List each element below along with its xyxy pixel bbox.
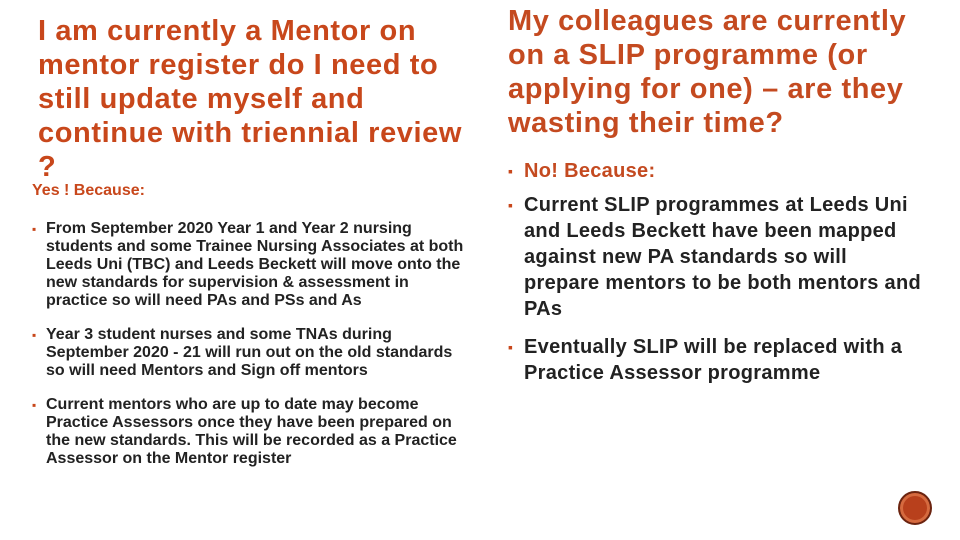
bullet-icon: ▪: [32, 328, 37, 342]
left-heading: I am currently a Mentor on mentor register do I need to still update myself and continue with triennial review ?: [38, 15, 463, 183]
bullet-icon: ▪: [508, 163, 514, 179]
list-item-text: Eventually SLIP will be replaced with a Practice Assessor programme: [524, 336, 903, 384]
list-item: [32, 326, 468, 380]
list-item-text: Year 3 student nurses and some TNAs during September 2020 - 21 will run out on the old standards so will need Mentors and Sign off mentors: [46, 326, 453, 379]
right-bullet-list: [508, 158, 928, 386]
list-item-text: No! Because:: [524, 160, 656, 182]
list-item: [32, 396, 468, 468]
left-bullet-list: [32, 220, 468, 468]
list-item-text: Current mentors who are up to date may become Practice Assessors once they have been prepared on the new standards. This will be recorded as a Practice Assessor on the Mentor register: [46, 396, 457, 467]
bullet-icon: ▪: [508, 339, 514, 355]
list-item: [508, 158, 928, 184]
right-heading: My colleagues are currently on a SLIP programme (or applying for one) – are they wasting their time?: [508, 5, 907, 139]
right-column: [508, 0, 928, 398]
list-item: [508, 334, 928, 386]
circle-badge-icon: [898, 491, 932, 525]
bullet-icon: ▪: [32, 222, 37, 236]
bullet-icon: ▪: [32, 398, 37, 412]
bullet-icon: ▪: [508, 197, 514, 213]
list-item: [32, 220, 468, 310]
list-item: [508, 192, 928, 322]
list-item-text: Current SLIP programmes at Leeds Uni and Leeds Beckett have been mapped against new PA standards so will prepare mentors to be both mentors and PAs: [524, 194, 922, 320]
list-item-text: From September 2020 Year 1 and Year 2 nursing students and some Trainee Nursing Associates at both Leeds Uni (TBC) and Leeds Beckett will move onto the new standards for supervision & assessment in practice so will need PAs and PSs and As: [46, 220, 464, 309]
left-subheading: Yes ! Because:: [32, 182, 145, 199]
left-column: [32, 0, 468, 484]
